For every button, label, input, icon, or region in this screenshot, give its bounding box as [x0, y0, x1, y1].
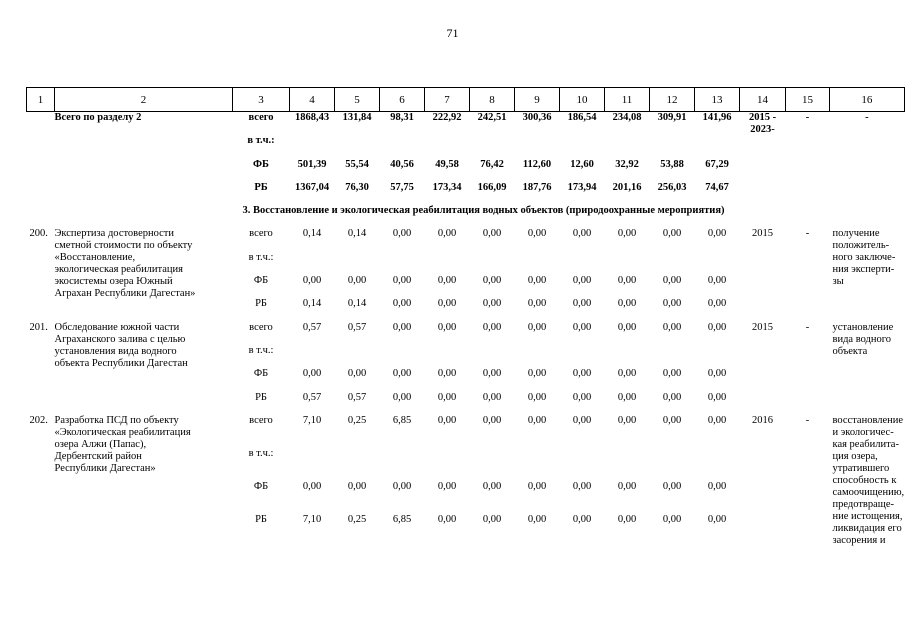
funding-type: ФБ — [253, 158, 269, 170]
header-cell: 4 — [290, 88, 335, 112]
amount-cell — [290, 252, 335, 275]
amount-cell: 1868,43 — [294, 112, 330, 123]
header-cell: 14 — [740, 88, 786, 112]
amount-cell: 0,00 — [662, 391, 682, 403]
header-row — [27, 88, 905, 112]
amount-cell: 0,00 — [437, 275, 457, 287]
header-cell: 3 — [233, 88, 290, 112]
amount-cell — [650, 135, 695, 158]
amount-cell: 0,00 — [572, 513, 592, 525]
amount-cell: 0,00 — [617, 513, 637, 525]
amount-cell: 173,34 — [432, 181, 462, 193]
implementation-year: 2015 — [752, 321, 773, 333]
amount-cell: 0,00 — [707, 480, 727, 492]
amount-cell: 7,10 — [302, 513, 322, 525]
amount-cell: 242,51 — [477, 112, 507, 123]
amount-cell: 0,00 — [482, 391, 502, 403]
amount-cell: 0,00 — [662, 321, 682, 333]
amount-cell — [380, 448, 425, 481]
amount-cell — [335, 252, 380, 275]
amount-cell — [650, 345, 695, 368]
amount-cell — [425, 252, 470, 275]
amount-cell: 0,00 — [572, 480, 592, 492]
amount-cell: 0,00 — [482, 321, 502, 333]
amount-cell: 0,00 — [662, 480, 682, 492]
funding-type: всего — [249, 414, 273, 426]
amount-cell: 0,00 — [302, 480, 322, 492]
amount-cell: 309,91 — [657, 112, 687, 123]
amount-cell: 0,00 — [437, 368, 457, 380]
amount-cell: 0,00 — [437, 228, 457, 240]
amount-cell — [605, 135, 650, 158]
amount-cell: 0,00 — [707, 513, 727, 525]
col15-cell: - — [805, 112, 810, 123]
amount-cell: 0,57 — [347, 321, 367, 333]
amount-cell: 0,14 — [347, 298, 367, 310]
amount-cell: 0,00 — [662, 513, 682, 525]
amount-cell: 0,00 — [707, 414, 727, 426]
amount-cell — [425, 345, 470, 368]
amount-cell: 0,00 — [482, 275, 502, 287]
section-title: 3. Восстановление и экологическая реабилитация водных объектов (природоохранные мероприятия) — [242, 205, 725, 217]
funding-type: в т.ч.: — [248, 251, 274, 263]
amount-cell: 0,00 — [527, 321, 547, 333]
amount-cell: 0,00 — [437, 298, 457, 310]
amount-cell: 0,00 — [392, 298, 412, 310]
amount-cell — [335, 135, 380, 158]
implementation-year: 2016 — [752, 414, 773, 426]
amount-cell: 0,14 — [302, 228, 322, 240]
amount-cell: 32,92 — [615, 158, 639, 170]
amount-cell: 0,00 — [527, 298, 547, 310]
amount-cell: 501,39 — [297, 158, 327, 170]
amount-cell: 0,00 — [302, 368, 322, 380]
amount-cell: 0,00 — [527, 368, 547, 380]
amount-cell: 0,00 — [617, 414, 637, 426]
amount-cell: 166,09 — [477, 181, 507, 193]
amount-cell: 0,00 — [662, 228, 682, 240]
section-spacer — [27, 205, 233, 228]
amount-cell — [290, 135, 335, 158]
amount-cell: 0,00 — [392, 321, 412, 333]
row-number — [27, 112, 55, 206]
row-number: 200. — [29, 228, 48, 240]
amount-cell: 0,00 — [392, 480, 412, 492]
amount-cell: 0,00 — [572, 228, 592, 240]
funding-type: в т.ч.: — [248, 344, 274, 356]
amount-cell: 141,96 — [702, 112, 732, 123]
implementation-year: 2015 — [752, 228, 773, 240]
amount-cell: 0,00 — [572, 368, 592, 380]
amount-cell: 0,00 — [572, 391, 592, 403]
amount-cell: 0,25 — [347, 513, 367, 525]
amount-cell — [515, 135, 560, 158]
amount-cell: 0,00 — [662, 368, 682, 380]
amount-cell — [515, 448, 560, 481]
amount-cell: 0,57 — [347, 391, 367, 403]
header-cell: 15 — [786, 88, 830, 112]
amount-cell — [290, 448, 335, 481]
implementation-year: 2015 - 2023- — [748, 112, 777, 135]
amount-cell: 0,00 — [707, 298, 727, 310]
amount-cell: 0,00 — [482, 298, 502, 310]
amount-cell: 0,00 — [437, 414, 457, 426]
amount-cell: 0,00 — [707, 275, 727, 287]
amount-cell — [425, 448, 470, 481]
amount-cell: 173,94 — [567, 181, 597, 193]
amount-cell: 0,00 — [482, 480, 502, 492]
amount-cell — [560, 448, 605, 481]
amount-cell: 1367,04 — [294, 181, 330, 193]
funding-type: РБ — [255, 391, 267, 403]
header-cell: 5 — [335, 88, 380, 112]
amount-cell: 0,00 — [527, 414, 547, 426]
header-cell: 2 — [55, 88, 233, 112]
amount-cell — [650, 252, 695, 275]
amount-cell — [470, 252, 515, 275]
section-row — [27, 205, 905, 228]
header-cell: 1 — [27, 88, 55, 112]
amount-cell: 55,54 — [345, 158, 369, 170]
funding-type: ФБ — [253, 368, 269, 380]
amount-cell: 0,00 — [437, 391, 457, 403]
amount-cell: 0,00 — [617, 228, 637, 240]
amount-cell: 40,56 — [390, 158, 414, 170]
amount-cell: 0,00 — [437, 321, 457, 333]
row-number: 201. — [29, 321, 48, 333]
expected-result: установление вида водного объекта — [832, 321, 894, 357]
amount-cell: 131,84 — [342, 112, 372, 123]
funding-type: ФБ — [253, 480, 269, 492]
amount-cell — [560, 252, 605, 275]
item-description: Экспертиза достоверности сметной стоимости по объекту «Восстановление, экологическая реабилитация экосистемы озера Южный Аграхан Республики Дагестан» — [54, 228, 196, 300]
budget-table — [26, 87, 905, 547]
amount-cell — [605, 345, 650, 368]
header-cell: 6 — [380, 88, 425, 112]
amount-cell — [470, 345, 515, 368]
amount-cell: 0,25 — [347, 414, 367, 426]
amount-cell — [650, 448, 695, 481]
amount-cell — [380, 135, 425, 158]
amount-cell — [380, 252, 425, 275]
amount-cell: 0,14 — [347, 228, 367, 240]
header-cell: 7 — [425, 88, 470, 112]
amount-cell: 187,76 — [522, 181, 552, 193]
table-row — [27, 228, 905, 251]
col15-cell: - — [805, 414, 810, 426]
total-row — [27, 112, 905, 136]
amount-cell — [470, 448, 515, 481]
amount-cell: 234,08 — [612, 112, 642, 123]
table-row — [27, 415, 905, 448]
amount-cell: 0,00 — [482, 414, 502, 426]
amount-cell: 0,00 — [437, 513, 457, 525]
amount-cell: 0,00 — [707, 368, 727, 380]
col15-cell: - — [805, 321, 810, 333]
funding-type: всего — [248, 112, 274, 123]
amount-cell: 0,00 — [662, 414, 682, 426]
row-number: 202. — [29, 414, 48, 426]
amount-cell: 0,00 — [347, 368, 367, 380]
amount-cell — [695, 252, 740, 275]
funding-type: ФБ — [253, 275, 269, 287]
amount-cell: 0,00 — [707, 228, 727, 240]
amount-cell: 49,58 — [435, 158, 459, 170]
header-cell: 13 — [695, 88, 740, 112]
amount-cell: 0,00 — [482, 513, 502, 525]
amount-cell: 0,00 — [617, 321, 637, 333]
funding-type: РБ — [254, 181, 268, 193]
amount-cell — [695, 345, 740, 368]
amount-cell: 74,67 — [705, 181, 729, 193]
amount-cell: 0,00 — [392, 391, 412, 403]
amount-cell: 0,00 — [392, 275, 412, 287]
amount-cell: 201,16 — [612, 181, 642, 193]
amount-cell — [560, 135, 605, 158]
amount-cell: 0,00 — [617, 368, 637, 380]
amount-cell: 0,14 — [302, 298, 322, 310]
amount-cell — [470, 135, 515, 158]
amount-cell: 0,00 — [482, 228, 502, 240]
amount-cell — [605, 252, 650, 275]
amount-cell: 0,00 — [662, 275, 682, 287]
header-cell: 8 — [470, 88, 515, 112]
amount-cell: 76,42 — [480, 158, 504, 170]
amount-cell: 0,00 — [347, 480, 367, 492]
amount-cell: 0,00 — [572, 298, 592, 310]
funding-type: РБ — [255, 298, 267, 310]
item-description: Всего по разделу 2 — [54, 112, 142, 123]
amount-cell: 0,00 — [707, 391, 727, 403]
page-number: 71 — [446, 26, 459, 40]
expected-result: получение положитель- ного заключе- ния эксперти- зы — [832, 228, 896, 288]
amount-cell: 12,60 — [570, 158, 594, 170]
amount-cell — [695, 448, 740, 481]
amount-cell: 0,00 — [392, 228, 412, 240]
funding-type: в т.ч.: — [247, 135, 275, 147]
amount-cell: 0,57 — [302, 321, 322, 333]
header-cell: 10 — [560, 88, 605, 112]
amount-cell: 76,30 — [345, 181, 369, 193]
amount-cell: 0,00 — [527, 275, 547, 287]
amount-cell: 186,54 — [567, 112, 597, 123]
header-cell: 12 — [650, 88, 695, 112]
funding-type: всего — [249, 321, 273, 333]
amount-cell: 57,75 — [390, 181, 414, 193]
table-row — [27, 322, 905, 345]
header-cell: 9 — [515, 88, 560, 112]
amount-cell — [335, 345, 380, 368]
amount-cell: 222,92 — [432, 112, 462, 123]
amount-cell: 0,00 — [617, 298, 637, 310]
amount-cell: 256,03 — [657, 181, 687, 193]
item-description: Разработка ПСД по объекту «Экологическая реабилитация озера Алжи (Папас), Дербентский район Республики Дагестан» — [54, 414, 191, 474]
amount-cell: 0,00 — [302, 275, 322, 287]
amount-cell — [515, 252, 560, 275]
amount-cell: 0,00 — [662, 298, 682, 310]
amount-cell — [695, 135, 740, 158]
amount-cell — [335, 448, 380, 481]
amount-cell — [290, 345, 335, 368]
amount-cell: 0,00 — [572, 275, 592, 287]
amount-cell: 0,00 — [527, 228, 547, 240]
amount-cell: 67,29 — [705, 158, 729, 170]
amount-cell — [605, 448, 650, 481]
amount-cell: 6,85 — [392, 513, 412, 525]
amount-cell: 0,57 — [302, 391, 322, 403]
amount-cell: 0,00 — [347, 275, 367, 287]
result-cell: - — [865, 112, 869, 123]
amount-cell: 300,36 — [522, 112, 552, 123]
amount-cell — [425, 135, 470, 158]
amount-cell: 6,85 — [392, 414, 412, 426]
funding-type: РБ — [255, 513, 267, 525]
amount-cell — [515, 345, 560, 368]
amount-cell: 0,00 — [437, 480, 457, 492]
amount-cell: 0,00 — [572, 321, 592, 333]
expected-result: восстановление и экологичес- кая реабилита- ция озера, утратившего способность к самоочищению, предотвраще- ние истощения, ликвидация его засорения и — [832, 414, 905, 546]
amount-cell — [380, 345, 425, 368]
amount-cell: 0,00 — [392, 368, 412, 380]
amount-cell: 0,00 — [707, 321, 727, 333]
amount-cell: 0,00 — [527, 391, 547, 403]
amount-cell: 0,00 — [482, 368, 502, 380]
amount-cell: 0,00 — [617, 391, 637, 403]
header-cell: 16 — [830, 88, 905, 112]
amount-cell — [560, 345, 605, 368]
col15-cell: - — [805, 228, 810, 240]
amount-cell: 112,60 — [522, 158, 552, 170]
amount-cell: 0,00 — [572, 414, 592, 426]
amount-cell: 53,88 — [660, 158, 684, 170]
amount-cell: 0,00 — [527, 513, 547, 525]
amount-cell: 0,00 — [617, 480, 637, 492]
amount-cell: 7,10 — [302, 414, 322, 426]
amount-cell: 98,31 — [390, 112, 414, 123]
funding-type: всего — [249, 228, 273, 240]
amount-cell: 0,00 — [527, 480, 547, 492]
header-cell: 11 — [605, 88, 650, 112]
item-description: Обследование южной части Аграханского залива с целью установления вида водного объекта Республики Дагестан — [54, 321, 188, 369]
amount-cell: 0,00 — [617, 275, 637, 287]
funding-type: в т.ч.: — [248, 447, 274, 459]
